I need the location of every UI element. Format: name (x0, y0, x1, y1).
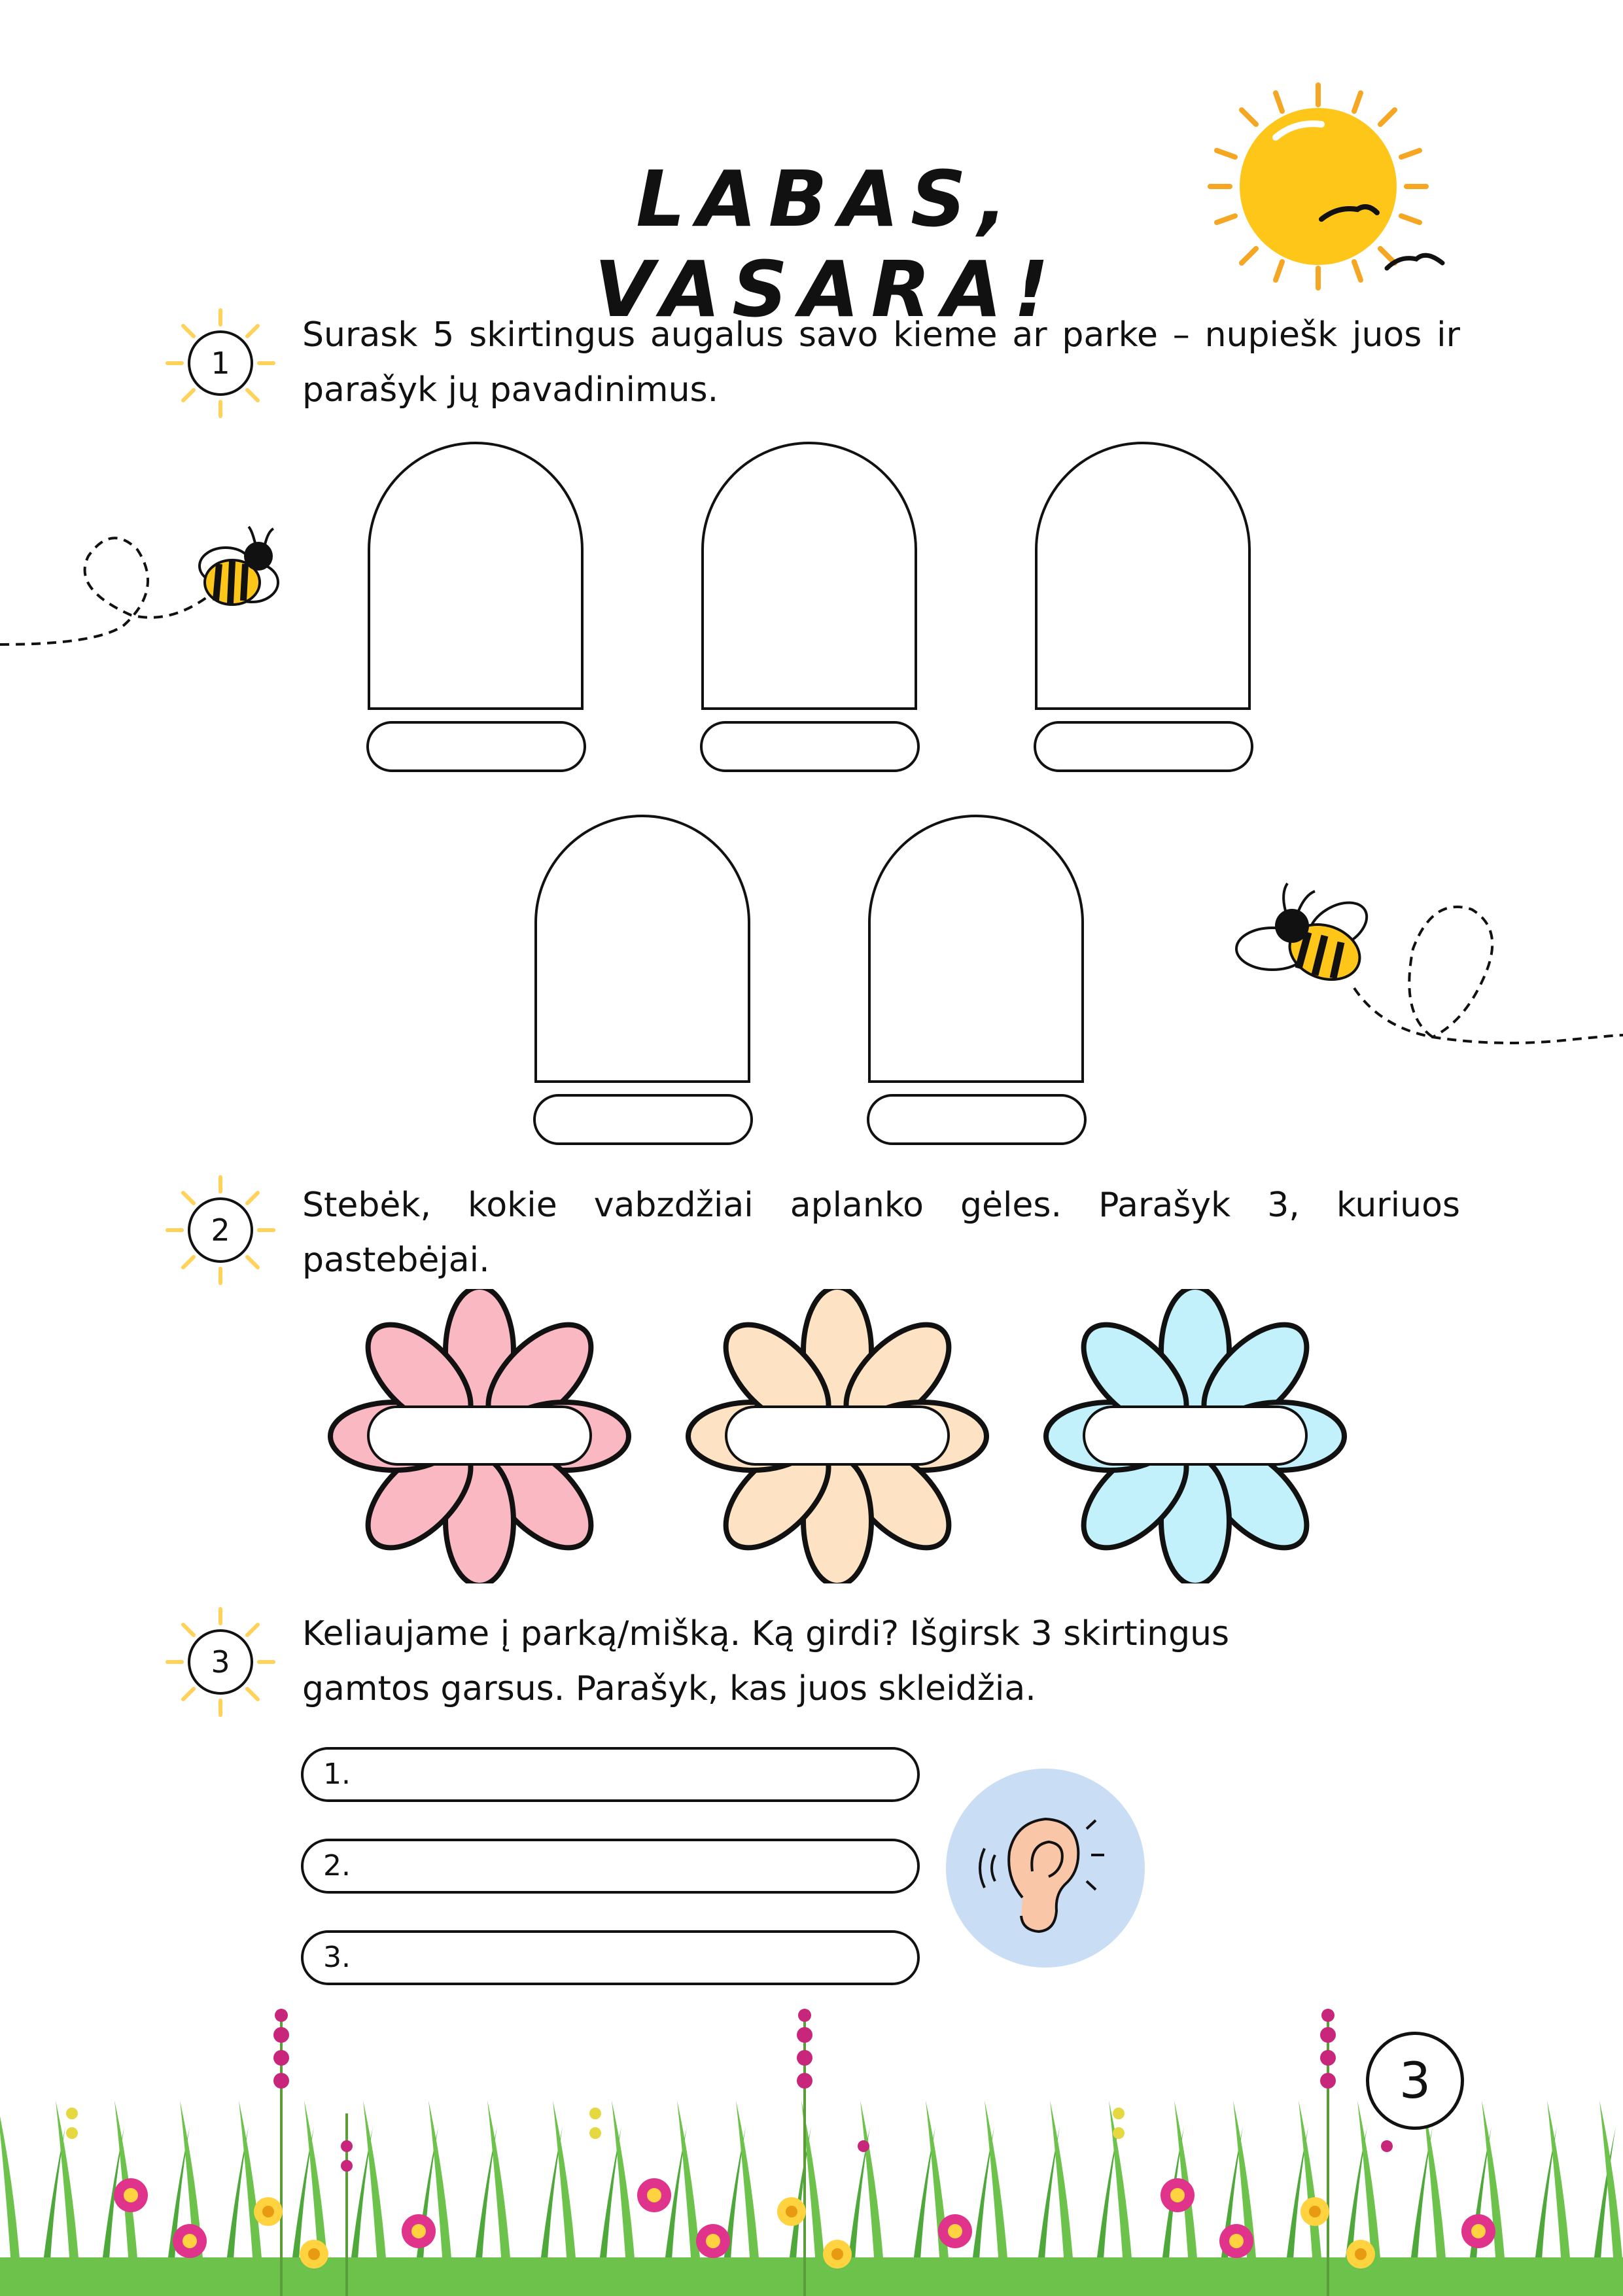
insect-field-3[interactable] (1084, 1407, 1306, 1464)
drawing-frame-4[interactable] (534, 815, 750, 1083)
task-1-number: 1 (211, 345, 230, 381)
label-field-4[interactable] (533, 1094, 753, 1145)
ear-icon (944, 1767, 1147, 1969)
bee-icon-right (1223, 864, 1623, 1060)
label-field-3[interactable] (1034, 721, 1253, 772)
line-number: 1. (323, 1757, 351, 1791)
label-field-1[interactable] (366, 721, 586, 772)
task-3-number: 3 (211, 1644, 230, 1680)
drawing-frame-3[interactable] (1035, 442, 1251, 710)
meadow-grass (0, 1996, 1623, 2296)
drawing-frame-5[interactable] (868, 815, 1084, 1083)
drawing-frame-2[interactable] (701, 442, 917, 710)
label-field-5[interactable] (867, 1094, 1087, 1145)
task-1-text: Surask 5 skirtingus augalus savo kieme ar parke – nupiešk juos ir parašyk jų pavadinimus. (302, 315, 1460, 410)
drawing-frame-1[interactable] (368, 442, 584, 710)
page-title: LABAS, VASARA! (594, 154, 1061, 334)
sun-icon (1191, 79, 1465, 294)
insect-field-2[interactable] (726, 1407, 949, 1464)
sound-answer-line-1[interactable] (301, 1747, 920, 1802)
task-3-text: Keliaujame į parką/mišką. Ką girdi? Išgirsk 3 skirtingus gamtos garsus. Parašyk, kas juos skleidžia. (302, 1614, 1230, 1708)
page-number: 3 (1366, 2032, 1464, 2130)
task-2-number: 2 (211, 1212, 230, 1248)
sound-answer-line-2[interactable] (301, 1839, 920, 1894)
label-field-2[interactable] (700, 721, 920, 772)
insect-field-1[interactable] (368, 1407, 591, 1464)
task-2-text: Stebėk, kokie vabzdžiai aplanko gėles. Parašyk 3, kuriuos pastebėjai. (302, 1186, 1460, 1280)
line-number: 2. (323, 1849, 351, 1882)
sound-answer-line-3[interactable] (301, 1930, 920, 1985)
bee-icon (0, 510, 307, 654)
line-number: 3. (323, 1941, 351, 1974)
